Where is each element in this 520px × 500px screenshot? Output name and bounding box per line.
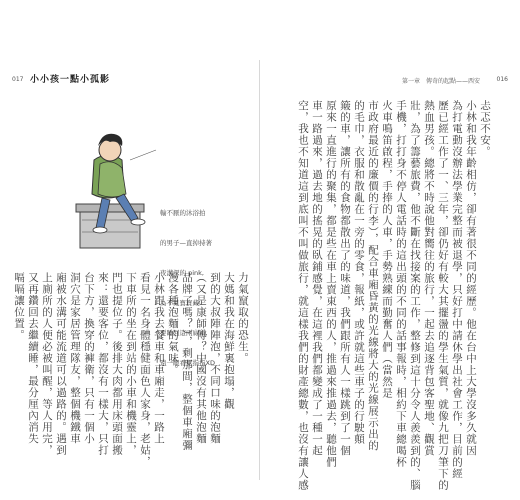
text-column: 小林和我年齡相仿，卻有著很不同的經歷。他在台中上大學沒多久就因 <box>465 100 477 457</box>
text-column: 力氣竄取的恐生。 <box>237 272 249 364</box>
text-column: 的毛巾，衣服和散亂在一旁的零食，報紙，或許就這些車子的行駛顛 <box>353 100 365 445</box>
right-body-text <box>270 100 492 491</box>
text-column: 台下方，換穿的褲衛，只有一個小 <box>83 272 95 445</box>
text-column: 漫各種泡麵的氣味。 <box>167 272 179 376</box>
left-page-number: 017 <box>12 76 24 83</box>
text-column: 品牌了嗎？），剩那間，整個車廂彌 <box>181 272 193 451</box>
text-column: 嗝嗝讓位置。 <box>13 272 25 341</box>
caption-line: 要睡回這兩廁所, <box>160 329 208 337</box>
text-column: 歷已經工作了一、三年，卻仍好有較大其擺盪的學生氣質，就像九把刀筆下的 <box>437 100 449 491</box>
text-column: 門也提位子。後排大肉都用床頭面搬 <box>111 272 123 456</box>
right-page-number: 016 <box>496 76 508 83</box>
text-column: 大媽和我在海鮮裏抱塌，觀 <box>223 272 235 410</box>
text-column: 簸的車，讓所有的食物都散出了的味道，我們跟所有人一樣跳到了一個 <box>339 100 351 457</box>
caption-line: 夜溝深的 pink, <box>160 269 204 277</box>
left-running-title: 小小孩一點小孤影 <box>30 75 111 85</box>
text-column: 空，我也不知道這到底叫不叫做旅行，就這樣我們的財產總數，也沒有讓人感 <box>297 100 309 491</box>
caption-line: 的男子—直掉持著 <box>160 239 212 247</box>
text-column: 市政府最近的廉價的行李），配合車廂昏黃的光線將大的光線展示出的 <box>367 100 379 452</box>
caption-line: 為不見寶寶藏, <box>160 299 202 307</box>
text-column: 來：還要客位，都沒有一樣大，只打 <box>97 272 109 456</box>
text-column: 車一路過來，過去地的搖晃的臥鋪感覺，在這裡我們都變成了一種一起 <box>311 100 323 457</box>
text-column: 廂被水溝可能流道可以過路的。遇到 <box>55 272 67 456</box>
text-column: （又是康師傅？中國沒有其他泡麵 <box>195 272 207 445</box>
caption-line: 遠一眼看見指指XD <box>160 359 215 367</box>
text-column: 又再鑽回去繼續睡，最分厘內消失 <box>27 272 39 445</box>
text-column: 熱血男孩。總將不時說他對嚮往的旅行，一起去追逐背包客聖地、觀賞 <box>423 100 435 457</box>
text-column: 洞穴是家居管理隊友，整個機鐵車 <box>69 272 81 445</box>
illustration-boy-on-toilet <box>60 120 250 260</box>
text-column: 手機，打打身不停人電話時的這出頭的不同的話事報時，相約下車總喝杯 <box>395 100 407 468</box>
text-column: 火車鳴笛啟程，手捧的人車，手勢熟練而勤奮人們（當然是 <box>381 100 393 399</box>
text-column: 下車所的坐在到站的小車和機靈上， <box>125 272 137 456</box>
text-column: 原來一直進行的聚集，都是些在車上賣東西的人，推過來推過去，聽他們 <box>325 100 337 468</box>
text-column: 壯，為了籌藝旅費，他不斷在找接案的工作，整修到這十分令人羨羨到的、腦 <box>409 100 421 491</box>
text-column: 上廁所的人便必被叫醒，等人用完， <box>41 272 53 456</box>
page-gutter <box>259 60 260 480</box>
text-column: 為打電動沒辦法學業完整而被退學，只好打中請休學出社會工作，目前的經 <box>451 100 463 480</box>
text-column: 小林跟我去餐車和車廂走，一路上 <box>153 272 165 445</box>
text-column: 到的大叔陣陣泡，不同口味的泡麵 <box>209 272 221 445</box>
caption-line: 輸不厭的沐浴拍 <box>160 209 206 217</box>
left-body-text <box>13 272 250 482</box>
right-running-header: 第一章 傳奇的起點——西安 <box>401 78 480 85</box>
text-column: 忐忑不安。 <box>479 100 491 158</box>
text-column: 看見一名身體穩健面色人家身，老姑， <box>139 272 151 468</box>
